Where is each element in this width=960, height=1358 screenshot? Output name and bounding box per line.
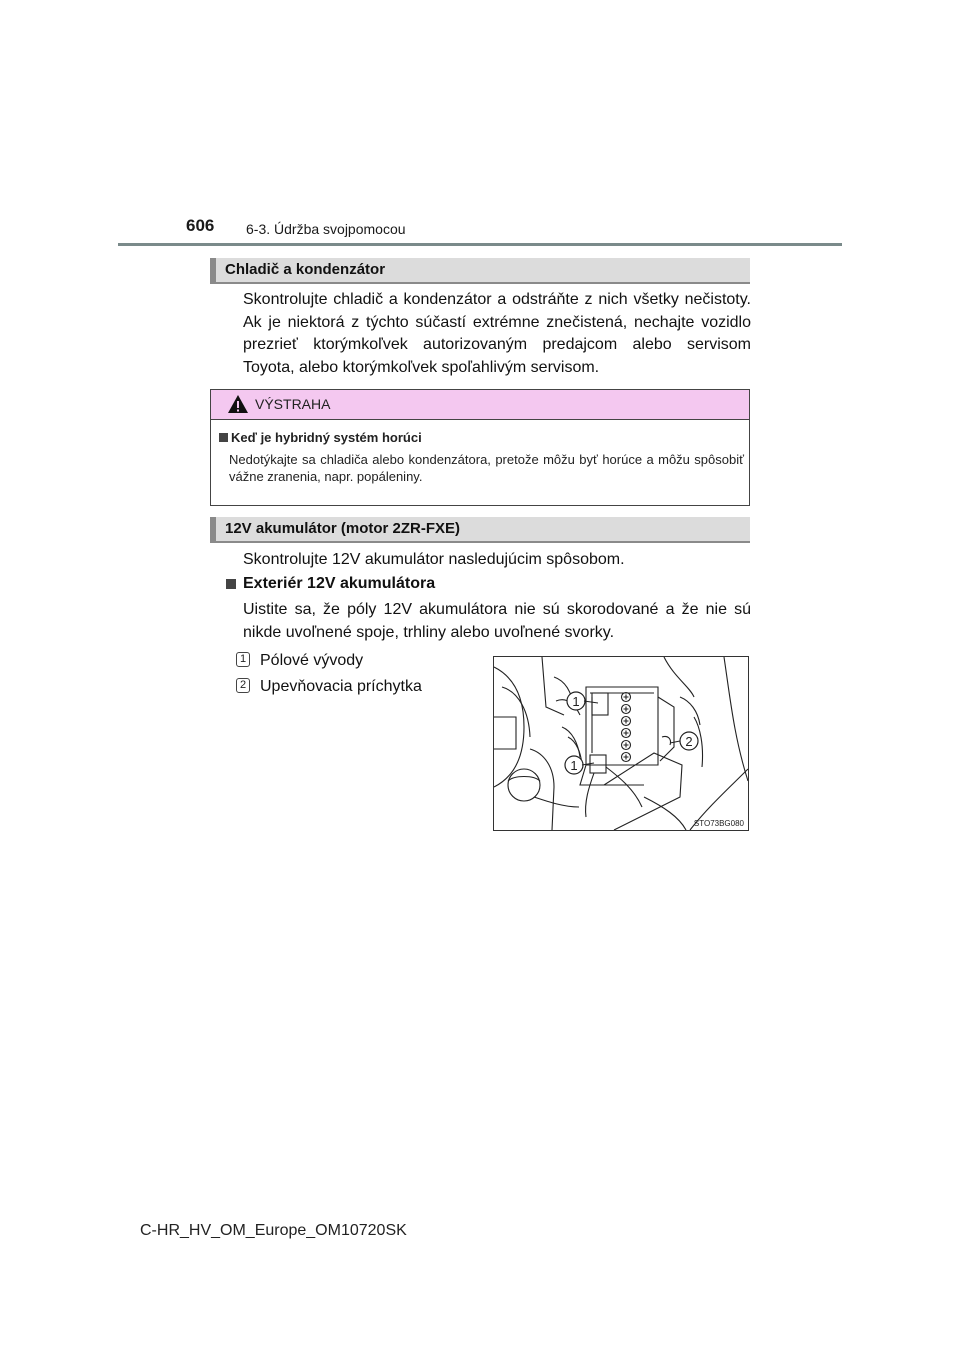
section-heading-radiator (210, 258, 750, 284)
figure-callout: 1 (570, 758, 578, 773)
document-id: C-HR_HV_OM_Europe_OM10720SK (140, 1222, 407, 1239)
warning-text: Nedotýkajte sa chladiča alebo kondenzátora, pretože môžu byť horúce a môžu spôsobiť vážne zranenia, napr. popáleniny. (229, 452, 744, 484)
warning-box (210, 389, 750, 506)
warning-title: VÝSTRAHA (255, 396, 331, 412)
battery-illustration (493, 656, 749, 831)
section-heading-text: Chladič a kondenzátor (225, 261, 386, 278)
radiator-paragraph: Skontrolujte chladič a kondenzátor a odstráňte z nich všetky nečistoty. Ak je niektorá z týchto súčastí extrémne znečistená, nechajte vozidlo prezrieť ktorýmkoľvek autorizovaným predajcom alebo servisom Toyota, alebo ktorýmkoľvek spoľahlivým servisom. (243, 291, 751, 376)
bullet-square-icon (219, 433, 228, 442)
figure-callout: 2 (685, 734, 693, 749)
figure-code: STO73BG080 (693, 819, 744, 828)
chapter-title: 6-3. Údržba svojpomocou (246, 221, 406, 237)
callout-number: 2 (236, 678, 250, 693)
callout-number: 1 (236, 652, 250, 667)
callout-label-clamp: Upevňovacia príchytka (260, 678, 422, 695)
section-heading-text: 12V akumulátor (motor 2ZR-FXE) (225, 520, 461, 537)
warning-header (211, 390, 749, 420)
figure-callout: 1 (572, 694, 580, 709)
battery-intro: Skontrolujte 12V akumulátor nasledujúcim spôsobom. (243, 551, 625, 568)
section-heading-battery (210, 517, 750, 543)
header-divider (118, 243, 842, 246)
bullet-square-icon (226, 579, 236, 589)
battery-paragraph: Uistite sa, že póly 12V akumulátora nie sú skorodované a že nie sú nikde uvoľnené spoje, trhliny alebo uvoľnené svorky. (243, 601, 751, 641)
battery-subheading: Exteriér 12V akumulátora (243, 575, 436, 592)
page-number: 606 (186, 216, 215, 235)
warning-subheading: Keď je hybridný systém horúci (231, 430, 422, 445)
battery-engine-drawing (494, 657, 748, 830)
callout-label-terminals: Pólové vývody (260, 652, 364, 669)
warning-triangle-icon (227, 394, 249, 414)
